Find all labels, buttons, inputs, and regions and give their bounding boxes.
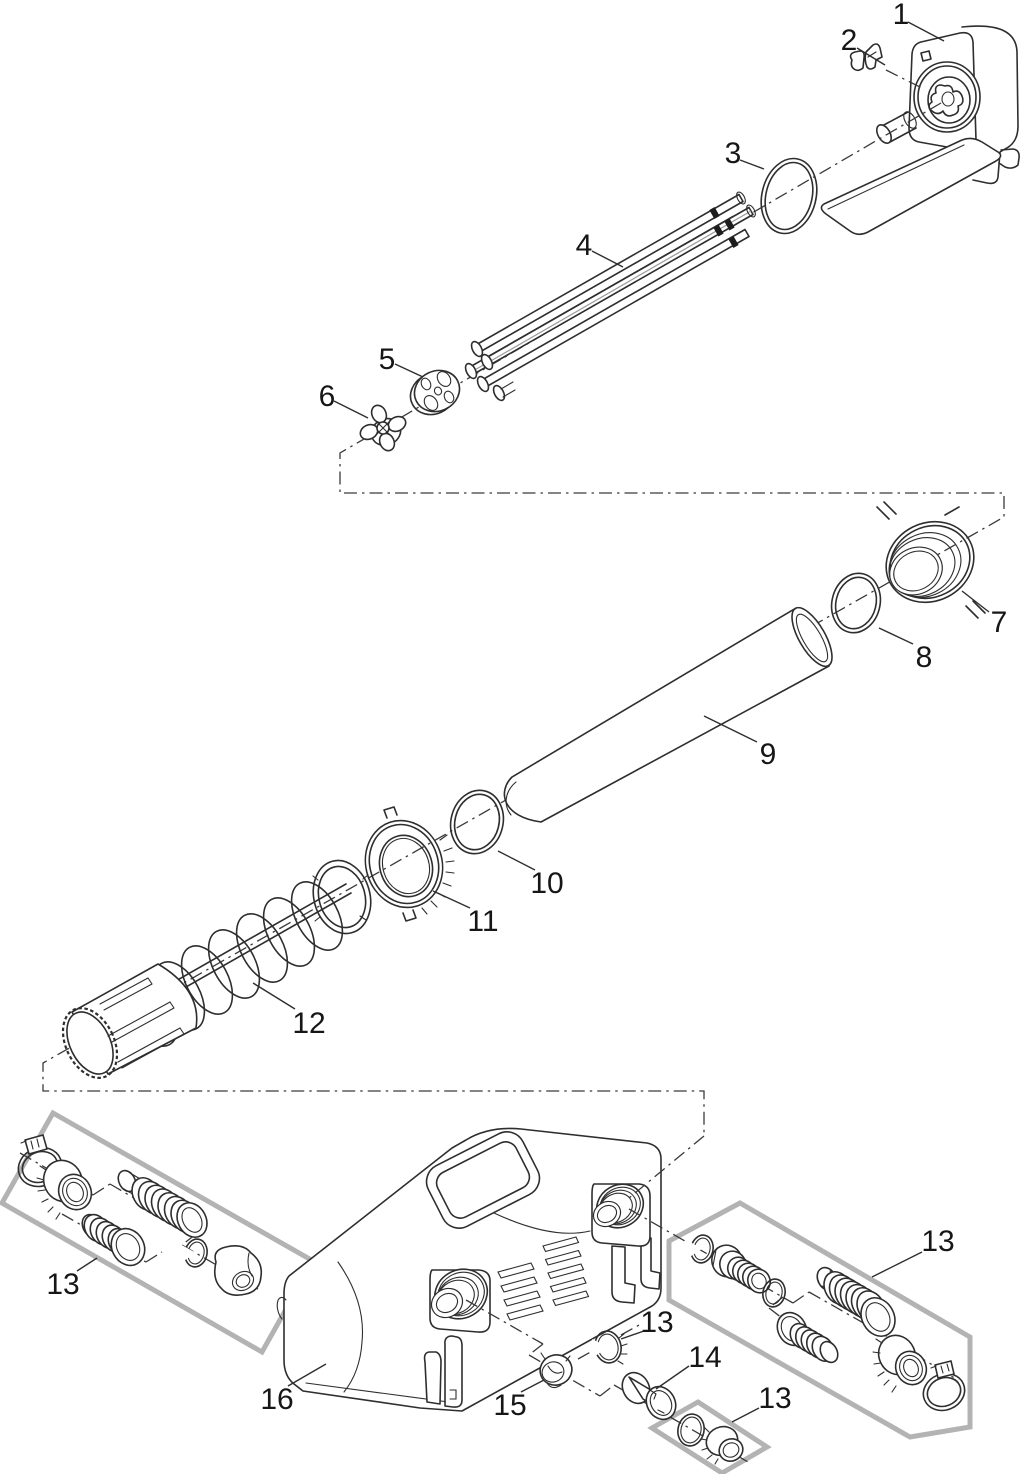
callout-label-9: 9 <box>759 738 777 771</box>
leader-1 <box>908 22 944 41</box>
callout-label-15: 15 <box>493 1389 527 1422</box>
callout-label-4: 4 <box>575 229 593 262</box>
part-6-spacer-cross <box>358 403 408 453</box>
part-9-quartz-tube <box>504 602 839 822</box>
callout-label-6: 6 <box>318 380 336 413</box>
part-14-coupler-sleeve <box>617 1368 681 1425</box>
callout-label-12: 12 <box>292 1007 326 1040</box>
callout-label-13-right-kit: 13 <box>921 1225 955 1258</box>
leader-13-left <box>77 1258 97 1271</box>
callout-label-10: 10 <box>530 867 564 900</box>
part-7-bayonet-collar <box>872 502 988 618</box>
callout-label-1: 1 <box>892 0 910 31</box>
callout-label-13-small-kit: 13 <box>758 1382 792 1415</box>
leader-12 <box>253 983 295 1009</box>
leader-8 <box>879 628 913 644</box>
callout-label-16: 16 <box>260 1383 294 1416</box>
part-3-o-ring <box>754 153 825 240</box>
leader-3 <box>740 160 764 169</box>
callout-label-13-left-kit: 13 <box>46 1268 80 1301</box>
callout-label-7: 7 <box>990 606 1008 639</box>
part-8-o-ring <box>825 568 886 638</box>
leader-14 <box>656 1366 689 1389</box>
callout-label-5: 5 <box>378 343 396 376</box>
assembly-axis-line <box>43 103 1004 1136</box>
housing-outlet-port <box>589 1176 652 1246</box>
leader-4 <box>592 251 623 267</box>
callout-label-8: 8 <box>915 641 933 674</box>
callout-label-3: 3 <box>724 137 742 170</box>
leader-6 <box>334 401 368 418</box>
leader-11 <box>433 891 470 908</box>
part-11-locking-ring <box>354 807 454 921</box>
leader-13-small <box>732 1408 759 1422</box>
leader-5 <box>395 364 423 377</box>
callout-label-11: 11 <box>467 905 499 938</box>
part-12-cleaning-rotor <box>52 854 378 1087</box>
part-16-housing-body <box>277 1126 661 1411</box>
callout-label-13-clip: 13 <box>640 1306 674 1339</box>
part-10-o-ring <box>444 785 510 860</box>
callout-label-14: 14 <box>688 1341 722 1374</box>
leader-7 <box>962 591 989 612</box>
callout-label-2: 2 <box>840 24 858 57</box>
part-4-uv-lamp-tubes <box>463 191 757 403</box>
leader-13-right <box>872 1252 922 1277</box>
